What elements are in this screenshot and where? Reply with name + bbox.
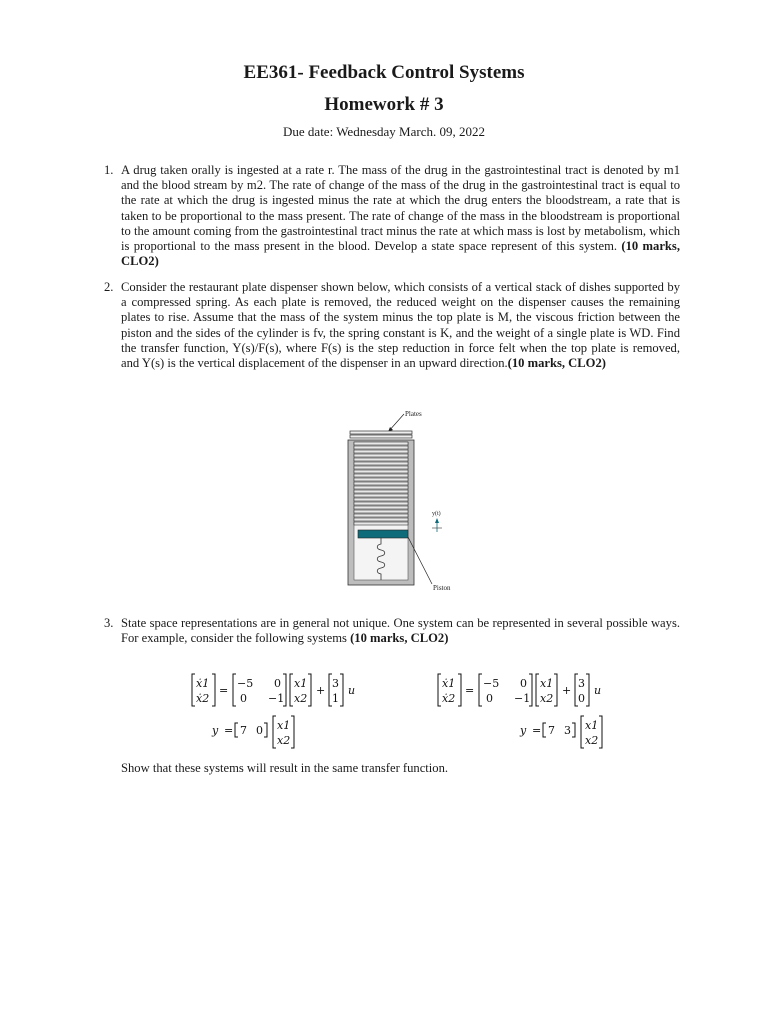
xdot-2: ẋ2	[196, 692, 210, 705]
b2: 1	[332, 692, 339, 705]
output-y: y	[212, 724, 219, 737]
plate-dispenser-figure	[336, 404, 456, 596]
a21: 0	[240, 692, 247, 705]
y-x-1: x1	[585, 719, 599, 732]
a11: −5	[483, 677, 500, 690]
svg-text:=: =	[219, 684, 229, 697]
b2: 0	[578, 692, 585, 705]
question-marks: (10 marks, CLO2)	[507, 356, 606, 371]
svg-text:+: +	[562, 684, 572, 697]
question-3	[104, 616, 680, 646]
a22: −1	[268, 692, 285, 705]
y-arrow-head	[435, 518, 439, 523]
xdot-2: ẋ2	[442, 692, 456, 705]
a21: 0	[486, 692, 493, 705]
c1: 7	[548, 724, 555, 737]
top-plates	[350, 431, 412, 438]
question-marks: (10 marks, CLO2)	[121, 239, 680, 269]
plate-stack	[354, 442, 408, 525]
x-2: x2	[294, 692, 308, 705]
x-1: x1	[540, 677, 554, 690]
question-marks: (10 marks, CLO2)	[350, 631, 449, 646]
xdot-1: ẋ1	[196, 677, 210, 690]
output-y: y	[520, 724, 527, 737]
question-number: 1.	[104, 163, 114, 177]
a12: 0	[520, 677, 527, 690]
svg-text:=: =	[465, 684, 475, 697]
x-2: x2	[540, 692, 554, 705]
question-1	[104, 163, 680, 269]
question-number: 2.	[104, 280, 114, 294]
left-state-equation	[190, 672, 370, 752]
question-2	[104, 280, 680, 371]
y-x-2: x2	[585, 734, 599, 747]
input-u: u	[594, 684, 602, 697]
closing-instruction: Show that these systems will result in the same transfer function.	[121, 761, 449, 775]
question-number: 3.	[104, 616, 114, 630]
y-x-2: x2	[277, 734, 291, 747]
input-u: u	[348, 684, 356, 697]
b1: 3	[332, 677, 339, 690]
xdot-1: ẋ1	[442, 677, 456, 690]
c2: 0	[256, 724, 263, 737]
due-date: Due date: Wednesday March. 09, 2022	[283, 124, 485, 139]
question-text: Consider the restaurant plate dispenser shown below, which consists of a vertical stack of dishes supported by a compressed spring. As each plate is removed, the reduced weight on the dispenser causes the remaining plates to rise. Assume that the mass of the system minus the top plate is M, the viscous friction between the piston and the sides of the cylinder is fv, the spring constant is K, and the weight of a single plate is WD. Find the transfer function, Y(s)/F(s), where F(s) is the step reduction in force felt when the top plate is removed, and Y(s) is the vertical displacement of the dispenser in an upward direction.	[121, 280, 680, 371]
question-text: State space representations are in general not unique. One system can be represented in several possible ways. For example, consider the following systems	[121, 616, 680, 646]
b1: 3	[578, 677, 585, 690]
x-1: x1	[294, 677, 308, 690]
piston-label: Piston	[433, 584, 451, 592]
c2: 3	[564, 724, 571, 737]
y-label: y(t)	[432, 511, 441, 517]
piston	[358, 530, 408, 538]
c1: 7	[240, 724, 247, 737]
homework-title: Homework # 3	[324, 94, 444, 115]
a11: −5	[237, 677, 254, 690]
right-state-equation	[436, 672, 616, 752]
svg-text:+: +	[316, 684, 326, 697]
a12: 0	[274, 677, 281, 690]
plates-label: Plates	[405, 410, 422, 418]
question-text: A drug taken orally is ingested at a rate r. The mass of the drug in the gastrointestinal tract is denoted by m1 and the blood stream by m2. The rate of change of the mass of the drug in the gastrointestinal tract is equal to the rate at which the drug is ingested minus the rate at which the drug enters the bloodstream, a rate that is taken to be proportional to the mass present. The rate of change of the mass in the bloodstream is proportional to the amount coming from the gastrointestinal tract minus the rate at which mass is lost by metabolism, which is proportional to the mass present in the blood. Develop a state space represent of this system.	[121, 163, 680, 254]
a22: −1	[514, 692, 531, 705]
y-x-1: x1	[277, 719, 291, 732]
course-title: EE361- Feedback Control Systems	[243, 62, 525, 83]
svg-text:=: =	[224, 724, 234, 737]
svg-text:=: =	[532, 724, 542, 737]
